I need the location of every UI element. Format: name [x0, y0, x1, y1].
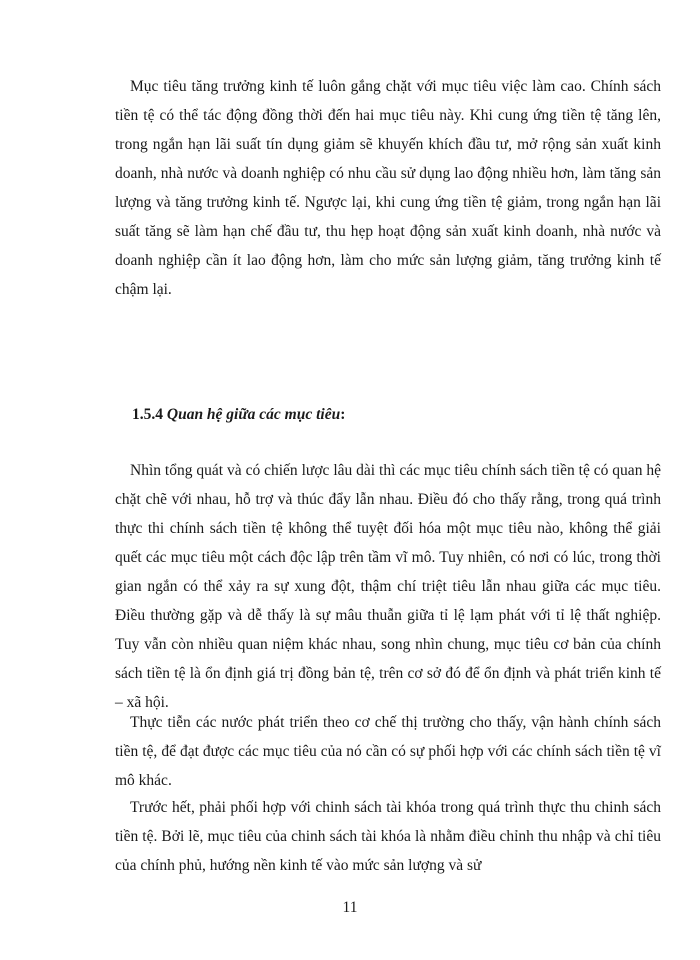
page-number: 11 [342, 899, 358, 916]
section-number: 1.5.4 [132, 406, 167, 423]
section-title: Quan hệ giữa các mục tiêu [166, 406, 341, 423]
section-heading [132, 406, 345, 424]
paragraph-objectives-relation: Nhìn tổng quát và có chiến lược lâu dài thì các mục tiêu chính sách tiền tệ có quan hệ chặt chẽ với nhau, hỗ trợ và thúc đẩy lẫn nhau. Điều đó cho thấy rằng, trong quá trình thực thi chính sách tiền tệ không thể tuyệt đối hóa một mục tiêu nào, không thể giải quết các mục tiêu một cách độc lập trên tầm vĩ mô. Tuy nhiên, có nơi có lúc, trong thời gian ngắn có thể xảy ra sự xung đột, thậm chí triệt tiêu lẫn nhau giữa các mục tiêu. Điều thường gặp và dễ thấy là sự mâu thuẫn giữa tỉ lệ lạm phát với tỉ lệ thất nghiệp. Tuy vẫn còn nhiều quan niệm khác nhau, song nhìn chung, mục tiêu cơ bản của chính sách tiền tệ là ổn định giá trị đồng bản tệ, trên cơ sở đó để ổn định và phát triển kinh tế – xã hội. [115, 462, 661, 711]
paragraph-fiscal-policy: Trước hết, phải phối hợp với chinh sách tài khóa trong quá trình thực thu chinh sách tiền tệ. Bởi lẽ, mục tiêu của chinh sách tài khóa là nhằm điều chỉnh thu nhập và chỉ tiêu của chính phủ, hướng nền kinh tế vào mức sản lượng và sử [115, 799, 661, 874]
paragraph-coordination: Thực tiễn các nước phát triển theo cơ chế thị trường cho thấy, vận hành chính sách tiền tệ, để đạt được các mục tiêu của nó cần có sự phối hợp với các chính sách tiền tệ vĩ mô khác. [115, 714, 661, 789]
section-colon: : [340, 406, 346, 423]
paragraph-growth-employment: Mục tiêu tăng trưởng kinh tế luôn gắng chặt với mục tiêu việc làm cao. Chính sách tiền tệ có thể tác động đồng thời đến hai mục tiêu này. Khi cung ứng tiền tệ tăng lên, trong ngắn hạn lãi suất tín dụng giảm sẽ khuyến khích đầu tư, mở rộng sản xuất kinh doanh, nhà nước và doanh nghiệp có nhu cầu sử dụng lao động nhiều hơn, làm tăng sản lượng và tăng trưởng kinh tế. Ngược lại, khi cung ứng tiền tệ giảm, trong ngắn hạn lãi suất tăng sẽ làm hạn chế đầu tư, thu hẹp hoạt động sản xuất kinh doanh, nhà nước và doanh nghiệp cần ít lao động hơn, làm cho mức sản lượng giảm, tăng trưởng kinh tế chậm lại. [115, 78, 661, 298]
